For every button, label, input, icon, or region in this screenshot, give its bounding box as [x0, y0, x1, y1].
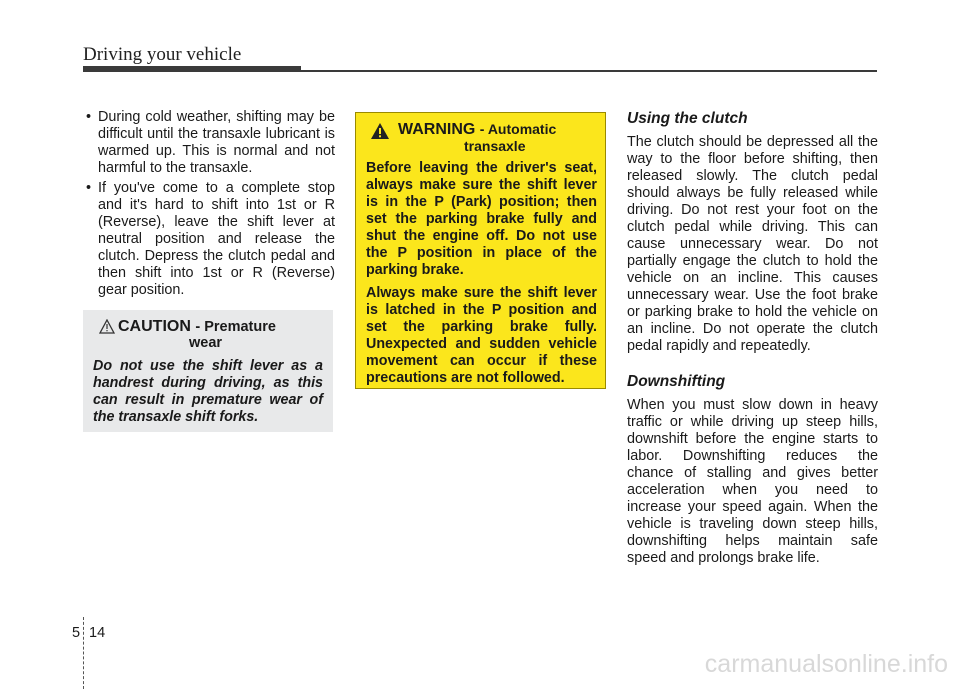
warning-paragraph-park: Before leaving the driver's seat, always make sure the shift lever is in the P (Park) position; then set the parking brake fully and shut the engine off. Do not use the P position in place of the parking brake. — [366, 160, 597, 278]
right-column — [627, 110, 878, 567]
warning-paragraph-latched: Always make sure the shift lever is latched in the P position and set the parking brake fully. Unexpected and sudden vehicle movement can occur if these precautions are not followed. — [366, 285, 597, 386]
caution-text: Do not use the shift lever as a handrest during driving, as this can result in premature wear of the transaxle shift forks. — [93, 358, 323, 425]
section-heading-downshifting: Downshifting — [627, 373, 726, 390]
caution-subtitle-line2: wear — [189, 335, 223, 351]
warning-box — [355, 112, 606, 389]
footer-divider-vertical — [83, 617, 85, 689]
section-text-using-clutch: The clutch should be depressed all the way to the floor before shifting, then released slowly. The clutch pedal should always be fully released while driving. Do not rest your foot on the clutch pedal while driving. This can cause unnecessary wear. Do not partially engage the clutch to hold the vehicle on an incline. This causes unnecessary wear. Use the foot brake or parking brake to hold the vehicle on an incline. Do not operate the clutch pedal rapidly and repeatedly. — [627, 134, 878, 354]
warning-subtitle: - Automatic — [479, 121, 557, 137]
header-rule-thick — [83, 66, 301, 72]
footer-page-number: 14 — [89, 625, 106, 641]
section-text-downshifting: When you must slow down in heavy traffic or while driving up steep hills, downshift before the engine starts to labor. Downshifting reduces the chance of stalling and gives better acceleration when you need to increase your speed again. When the vehicle is traveling down steep hills, downshifting helps maintain safe speed and prolongs brake life. — [627, 397, 878, 566]
warning-header — [366, 121, 597, 139]
caution-triangle-icon — [99, 319, 115, 334]
footer-section-number: 5 — [72, 625, 81, 641]
caution-header — [93, 318, 323, 336]
bullet-item-cold-weather: • During cold weather, shifting may be difficult until the transaxle lubricant is warmed up. This is normal and not harmful to the transaxle. — [83, 109, 335, 177]
header-rule-thin — [301, 70, 877, 72]
caution-box — [83, 310, 333, 432]
left-column — [83, 109, 335, 302]
section-heading-using-clutch: Using the clutch — [627, 110, 748, 127]
caution-subtitle: - Premature — [195, 319, 276, 335]
warning-subtitle-line2: transaxle — [464, 138, 526, 154]
bullet-list — [83, 109, 335, 299]
warning-title: WARNING — [398, 121, 476, 138]
caution-title: CAUTION — [118, 318, 191, 335]
watermark-text: carmanualsonline.info — [704, 650, 948, 678]
page-header-title: Driving your vehicle — [83, 44, 242, 65]
warning-triangle-icon — [370, 122, 390, 140]
bullet-item-complete-stop: • If you've come to a complete stop and it's hard to shift into 1st or R (Reverse), leave the shift lever at neutral position and release the clutch. Depress the clutch pedal and then shift into 1st or R (Reverse) gear position. — [83, 180, 335, 299]
